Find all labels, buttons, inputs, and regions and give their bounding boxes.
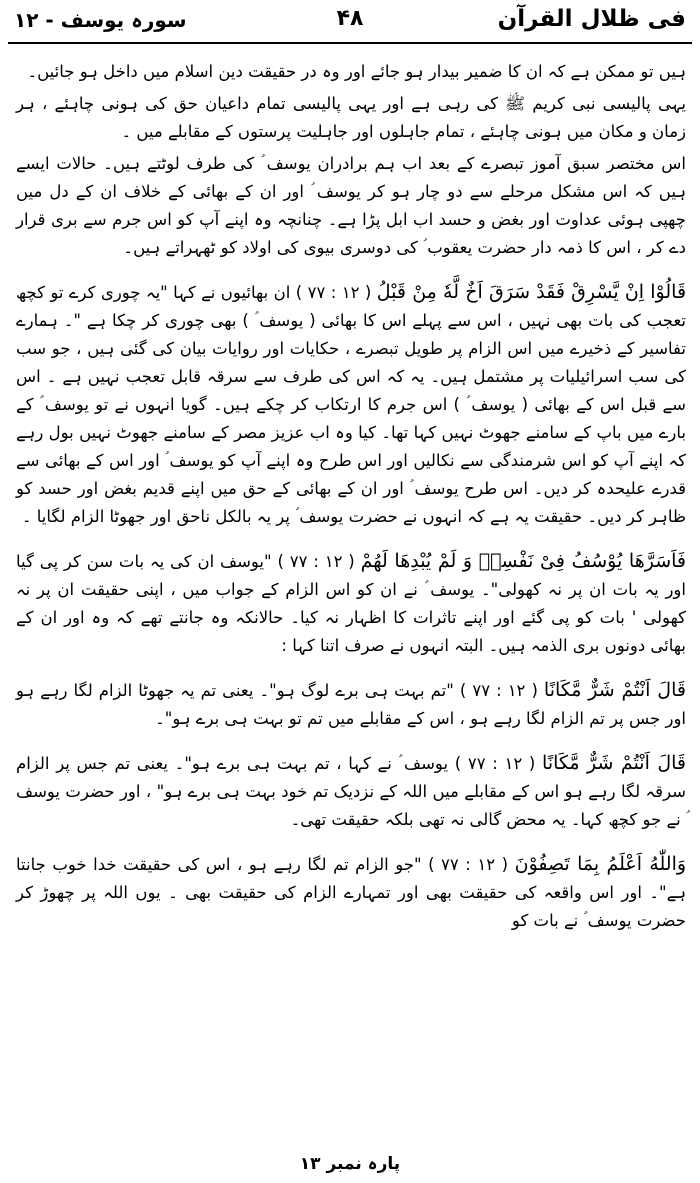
quran-verse: قَالَ اَنْتُمْ شَرٌّ مَّكَانًا bbox=[542, 752, 687, 774]
header-rule bbox=[8, 42, 692, 44]
paragraph bbox=[16, 150, 686, 262]
paragraph bbox=[16, 90, 686, 146]
quran-verse: فَاَسَرَّهَا یُوْسُفُ فِیْ نَفْسِهٖ وَ لَمْ یُبْدِهَا لَهُمْ bbox=[360, 550, 686, 572]
book-title: فی ظلال القرآن bbox=[497, 6, 686, 32]
paragraph-text: یوسف ؑ نے کہا ، تم بہت ہی برے ہو"۔ یعنی تم جس پر الزام سرقہ لگا رہے ہو اس کے مقابلے میں اللہ کے نزدیک تم خود بہت ہی برے ہو" ، اور حضرت یوسف ؑ نے جو کچھ کہا۔ یہ محض گالی نہ تھی بلکہ حقیقت تھی۔ bbox=[16, 754, 686, 829]
page-body bbox=[16, 58, 686, 951]
paragraph bbox=[16, 749, 686, 834]
paragraph-text: "یوسف ان کی یہ بات سن کر پی گیا اور یہ بات ان پر نہ کھولی"۔ یوسف ؑ نے ان کو اس الزام کے جواب میں ، اپنی حقیقت ان پر نہ کھولی ' بات کو پی گئے اور اپنے تاثرات کا اظہار نہ کیا۔ حالانکہ وہ جانتے تھے کہ وہ اور ان کے بھائی دونوں بری الذمہ ہیں۔ البتہ انہوں نے صرف اتنا کہا : bbox=[16, 552, 686, 655]
paragraph bbox=[16, 278, 686, 531]
verse-reference: ( ۱۲ : ۷۷ ) bbox=[295, 283, 372, 302]
paragraph-text: اس مختصر سبق آموز تبصرے کے بعد اب ہم برادران یوسف ؑ کی طرف لوٹتے ہیں۔ حالات ایسے ہیں کہ اس مشکل مرحلے سے دو چار ہو کر یوسف ؑ اور ان کے بھائی کے خلاف ان کے دل میں چھپی ہوئی عداوت اور بغض و حسد اب ابل پڑا ہے۔ چنانچہ وہ اپنے آپ کو اس جرم سے بری قرار دے کر ، اس کا ذمہ دار حضرت یعقوب ؑ کی دوسری بیوی کی اولاد کو ٹھہراتے ہیں۔ bbox=[16, 154, 686, 257]
paragraph bbox=[16, 676, 686, 733]
verse-reference: ( ۱۲ : ۷۷ ) bbox=[277, 552, 355, 571]
verse-reference: ( ۱۲ : ۷۷ ) bbox=[428, 855, 509, 874]
paragraph bbox=[16, 850, 686, 935]
page-footer: پارہ نمبر ۱۳ bbox=[299, 1154, 401, 1174]
page-number: ۴۸ bbox=[336, 6, 364, 31]
quran-verse: قَالُوْا اِنْ یَّسْرِقْ فَقَدْ سَرَقَ اَخٌ لَّهٗ مِنْ قَبْلُ bbox=[376, 281, 687, 303]
paragraph-text: ہیں تو ممکن ہے کہ ان کا ضمیر بیدار ہو جائے اور وہ در حقیقت دین اسلام میں داخل ہو جائیں۔ bbox=[27, 62, 686, 81]
quran-verse: وَاللّٰهُ اَعْلَمُ بِمَا تَصِفُوْنَ bbox=[514, 853, 687, 875]
paragraph bbox=[16, 58, 686, 86]
paragraph-text: یہی پالیسی نبی کریم ﷺ کی رہی ہے اور یہی پالیسی تمام داعیان حق کی ہونی چاہئے ، ہر زمان و مکان میں ہونی چاہئے ، تمام جاہلوں اور جاہلیت پرستوں کے مقابلے میں ۔ bbox=[16, 94, 686, 141]
paragraph bbox=[16, 547, 686, 660]
paragraph-text: "جو الزام تم لگا رہے ہو ، اس کی حقیقت خدا خوب جانتا ہے"۔ اور اس واقعہ کی حقیقت بھی اور تمہارے الزام کی حقیقت بھی ۔ یوں اللہ پر چھوڑ کر حضرت یوسف ؑ نے بات کو bbox=[16, 855, 686, 930]
page-header bbox=[10, 4, 690, 42]
quran-verse: قَالَ اَنْتُمْ شَرٌّ مَّكَانًا bbox=[543, 679, 686, 701]
verse-reference: ( ۱۲ : ۷۷ ) bbox=[454, 754, 536, 773]
verse-reference: ( ۱۲ : ۷۷ ) bbox=[459, 681, 538, 700]
paragraph-text: ان بھائیوں نے کہا "یہ چوری کرے تو کچھ تعجب کی بات بھی نہیں ، اس سے پہلے اس کا بھائی ( یوسف ؑ ) بھی چوری کر چکا ہے "۔ ہمارے تفاسیر کے ذخیرے میں اس الزام پر طویل تبصرے ، حکایات اور روایات بیان کی گئی ہیں ، جو سب کی سب اسرائیلیات پر مشتمل ہیں۔ یہ کہ اس کی طرف سے سرقہ قابل تعجب نہیں ہے ۔ اس سے قبل اس کے بھائی ( یوسف ؑ ) اس جرم کا ارتکاب کر چکے ہیں۔ گویا انہوں نے تو یوسف ؑ کے بارے میں باپ کے سامنے جھوٹ نہیں کہا تھا۔ کیا وہ اب عزیز مصر کے سامنے جھوٹ نہیں بول رہے کہ اپنے آپ کو اس شرمندگی سے نکالیں اور اس طرح وہ اپنے آپ کو یوسف ؑ اور اس کے بھائی سے قدرے علیحدہ کر دیں۔ اس طرح یوسف ؑ اور ان کے بھائی کے حق میں اپنے قدیم بغض اور حسد کو ظاہر کر دیں۔ حقیقت یہ ہے کہ انہوں نے حضرت یوسف ؑ پر یہ بالکل ناحق اور جھوٹا الزام لگایا ۔ bbox=[16, 283, 686, 526]
paragraph-text: "تم بہت ہی برے لوگ ہو"۔ یعنی تم یہ جھوٹا الزام لگا رہے ہو اور جس پر تم الزام لگا رہے ہو ، اس کے مقابلے میں تم تو بہت ہی برے ہو"۔ bbox=[16, 681, 686, 728]
surah-label: سورہ یوسف - ۱۲ bbox=[14, 8, 187, 32]
